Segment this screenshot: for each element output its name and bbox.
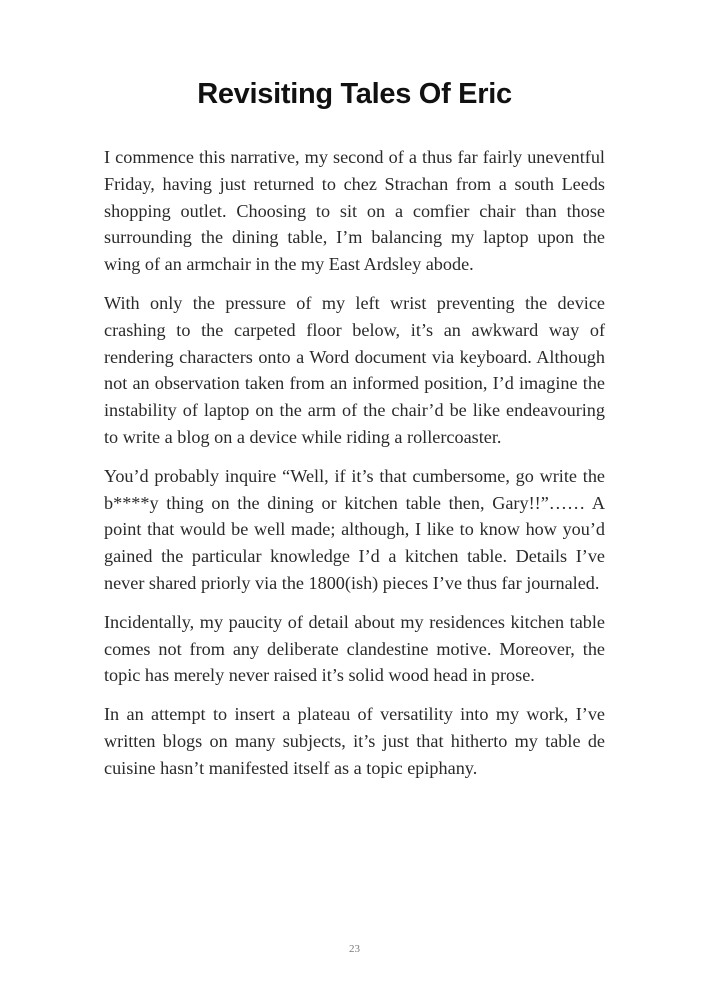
page-number: 23 (349, 943, 360, 955)
paragraph-5: In an attempt to insert a plateau of versatility into my work, I’ve written blogs on many subjects, it’s just that hitherto my table de cuisine hasn’t manifested itself as a topic epiphany. (104, 704, 605, 778)
paragraph-4: Incidentally, my paucity of detail about my residences kitchen table comes not from any deliberate clandestine motive. Moreover, the topic has merely never raised it’s solid wood head in prose. (104, 611, 605, 686)
paragraph-1: I commence this narrative, my second of a thus far fairly uneventful Friday, having just returned to chez Strachan from a south Leeds shopping outlet. Choosing to sit on a comfier chair than those surrounding the dining table, I’m balancing my laptop upon the wing of an armchair in the my East Ardsley abode. (104, 147, 605, 275)
paragraph-2: With only the pressure of my left wrist preventing the device crashing to the carpeted floor below, it’s an awkward way of rendering characters onto a Word document via keyboard. Although not an observation taken from an informed position, I’d imagine the instability of laptop on the arm of the chair’d be like endeavouring to write a blog on a device while riding a rollercoaster. (104, 292, 605, 447)
body-text (104, 144, 605, 794)
page-title: Revisiting Tales Of Eric (197, 78, 512, 110)
paragraph-3: You’d probably inquire “Well, if it’s that cumbersome, go write the b****y thing on the dining or kitchen table then, Gary!!”…… A point that would be well made; although, I like to know how you’d gained the particular knowledge I’d a kitchen table. Details I’ve never shared priorly via the 1800(ish) pieces I’ve thus far journaled. (104, 465, 605, 593)
